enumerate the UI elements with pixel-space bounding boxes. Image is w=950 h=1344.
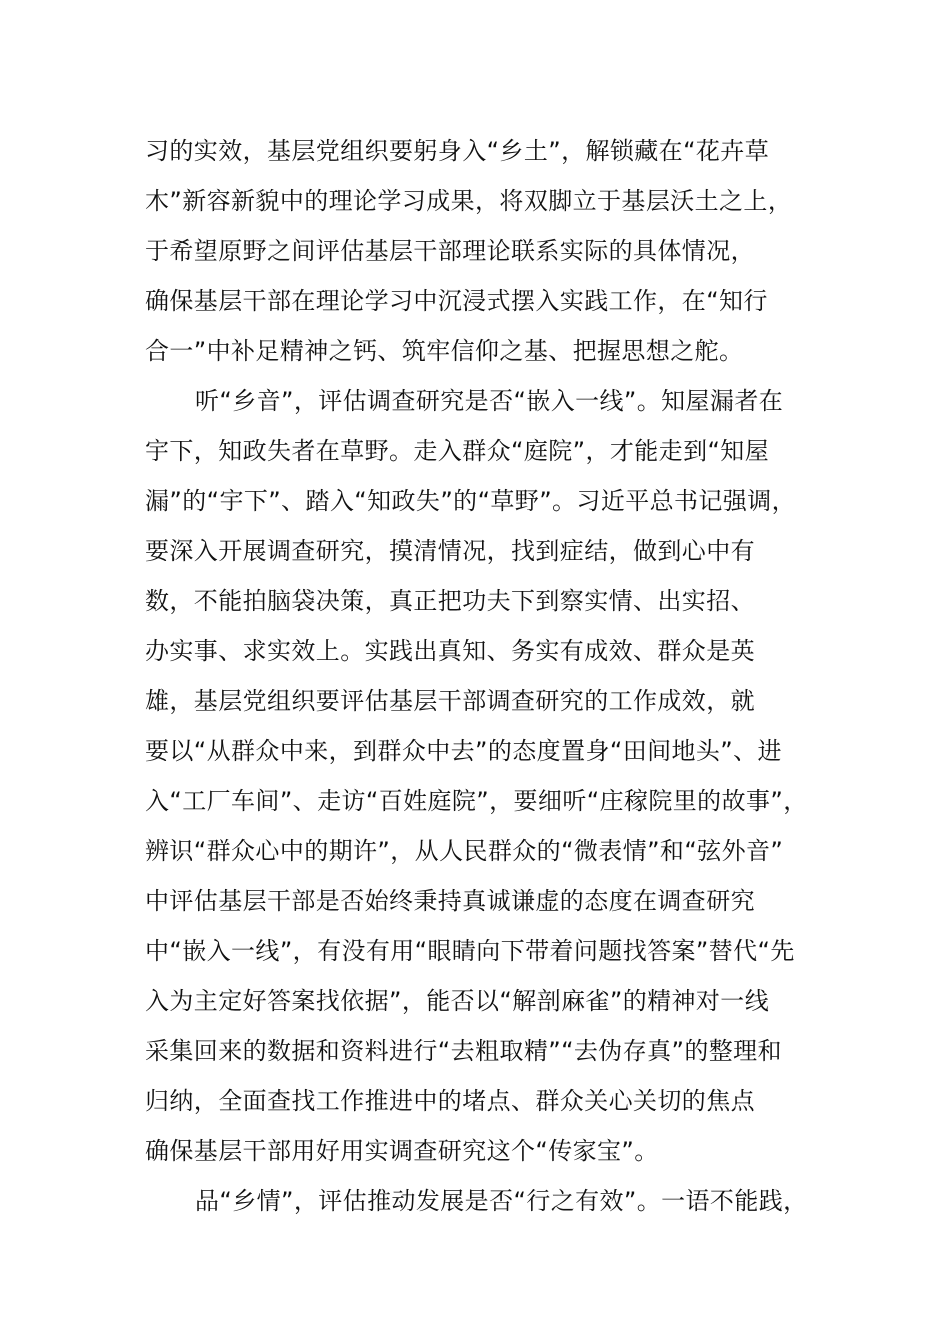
text-line: 采集回来的数据和资料进行“去粗取精”“去伪存真”的整理和 [145, 1037, 782, 1065]
paragraph-first-line: 听“乡音”，评估调查研究是否“嵌入一线”。知屋漏者在 [195, 387, 784, 415]
text-line: 确保基层干部在理论学习中沉浸式摆入实践工作，在“知行 [145, 287, 768, 315]
body-text [145, 126, 835, 1226]
text-line: 合一”中补足精神之钙、筑牢信仰之基、把握思想之舵。 [145, 337, 744, 365]
text-line: 宇下，知政失者在草野。走入群众“庭院”，才能走到“知屋 [145, 437, 770, 465]
text-line: 漏”的“宇下”、踏入“知政失”的“草野”。习近平总书记强调， [145, 487, 797, 515]
text-line: 雄，基层党组织要评估基层干部调查研究的工作成效，就 [145, 687, 755, 715]
text-line: 确保基层干部用好用实调查研究这个“传家宝”。 [145, 1137, 659, 1165]
text-line: 中评估基层干部是否始终秉持真诚谦虚的态度在调查研究 [145, 887, 755, 915]
text-line: 办实事、求实效上。实践出真知、务实有成效、群众是英 [145, 637, 755, 665]
text-line: 辨识“群众心中的期许”，从人民群众的“微表情”和“弦外音” [145, 837, 784, 865]
text-line: 要深入开展调查研究，摸清情况，找到症结，做到心中有 [145, 537, 755, 565]
paragraph-first-line: 品“乡情”，评估推动发展是否“行之有效”。一语不能践， [195, 1187, 808, 1215]
text-line: 入“工厂车间”、走访“百姓庭院”，要细听“庄稼院里的故事”， [145, 787, 808, 815]
text-line: 数，不能拍脑袋决策，真正把功夫下到察实情、出实招、 [145, 587, 755, 615]
text-line: 习的实效，基层党组织要躬身入“乡土”，解锁藏在“花卉草 [145, 137, 770, 165]
text-line: 中“嵌入一线”，有没有用“眼睛向下带着问题找答案”替代“先 [145, 937, 795, 965]
text-line: 于希望原野之间评估基层干部理论联系实际的具体情况， [145, 237, 755, 265]
text-line: 木”新容新貌中的理论学习成果，将双脚立于基层沃土之上， [145, 187, 793, 215]
text-line: 入为主定好答案找依据”，能否以“解剖麻雀”的精神对一线 [145, 987, 770, 1015]
text-line: 要以“从群众中来，到群众中去”的态度置身“田间地头”、进 [145, 737, 782, 765]
text-line: 归纳，全面查找工作推进中的堵点、群众关心关切的焦点 [145, 1087, 755, 1115]
